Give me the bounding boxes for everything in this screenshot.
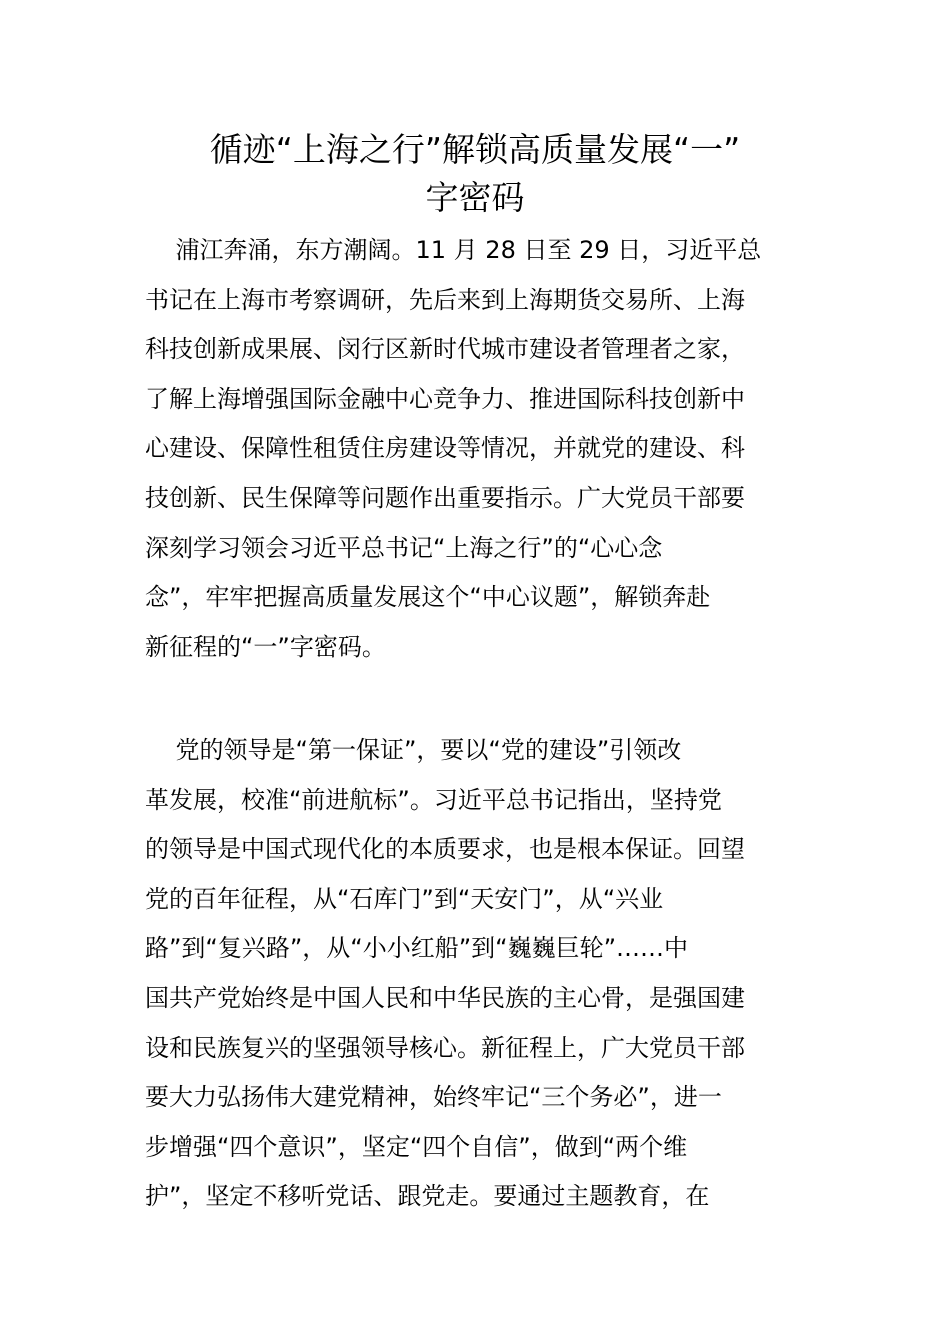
paragraph-line: 书记在上海市考察调研，先后来到上海期货交易所、上海 bbox=[145, 285, 745, 314]
paragraph-line: 党的百年征程，从“石库门”到“天安门”，从“兴业 bbox=[145, 884, 664, 913]
paragraph-line: 设和民族复兴的坚强领导核心。新征程上，广大党员干部 bbox=[145, 1033, 745, 1062]
paragraph-line: 科技创新成果展、闵行区新时代城市建设者管理者之家， bbox=[145, 335, 745, 364]
title-line-2: 字密码 bbox=[425, 178, 525, 217]
paragraph-line: 党的领导是“第一保证”，要以“党的建设”引领改 bbox=[145, 736, 682, 764]
paragraph-line: 要大力弘扬伟大建党精神，始终牢记“三个务必”，进一 bbox=[145, 1083, 722, 1112]
paragraph-1 bbox=[145, 226, 807, 672]
paragraph-line: 新征程的“一”字密码。 bbox=[145, 632, 386, 661]
paragraph-line: 路”到“复兴路”，从“小小红船”到“巍巍巨轮”……中 bbox=[145, 934, 689, 963]
paragraph-line: 国共产党始终是中国人民和中华民族的主心骨，是强国建 bbox=[145, 983, 745, 1012]
paragraph-line: 技创新、民生保障等问题作出重要指示。广大党员干部要 bbox=[145, 483, 745, 512]
paragraph-line: 浦江奔涌，东方潮阔。11 月 28 日至 29 日，习近平总 bbox=[145, 236, 762, 264]
document-title bbox=[145, 126, 805, 222]
paragraph-line: 了解上海增强国际金融中心竞争力、推进国际科技创新中 bbox=[145, 384, 745, 413]
paragraph-line: 护”，坚定不移听党话、跟党走。要通过主题教育，在 bbox=[145, 1182, 710, 1211]
paragraph-line: 深刻学习领会习近平总书记“上海之行”的“心心念 bbox=[145, 533, 663, 562]
paragraph-2 bbox=[145, 726, 807, 1222]
paragraph-line: 革发展，校准“前进航标”。习近平总书记指出，坚持党 bbox=[145, 785, 722, 814]
paragraph-line: 步增强“四个意识”，坚定“四个自信”，做到“两个维 bbox=[145, 1132, 688, 1161]
title-line-1: 循迹“上海之行”解锁高质量发展“一” bbox=[209, 130, 741, 169]
paragraph-line: 的领导是中国式现代化的本质要求，也是根本保证。回望 bbox=[145, 835, 745, 864]
paragraph-line: 念”，牢牢把握高质量发展这个“中心议题”，解锁奔赴 bbox=[145, 583, 711, 612]
paragraph-line: 心建设、保障性租赁住房建设等情况，并就党的建设、科 bbox=[145, 434, 745, 463]
